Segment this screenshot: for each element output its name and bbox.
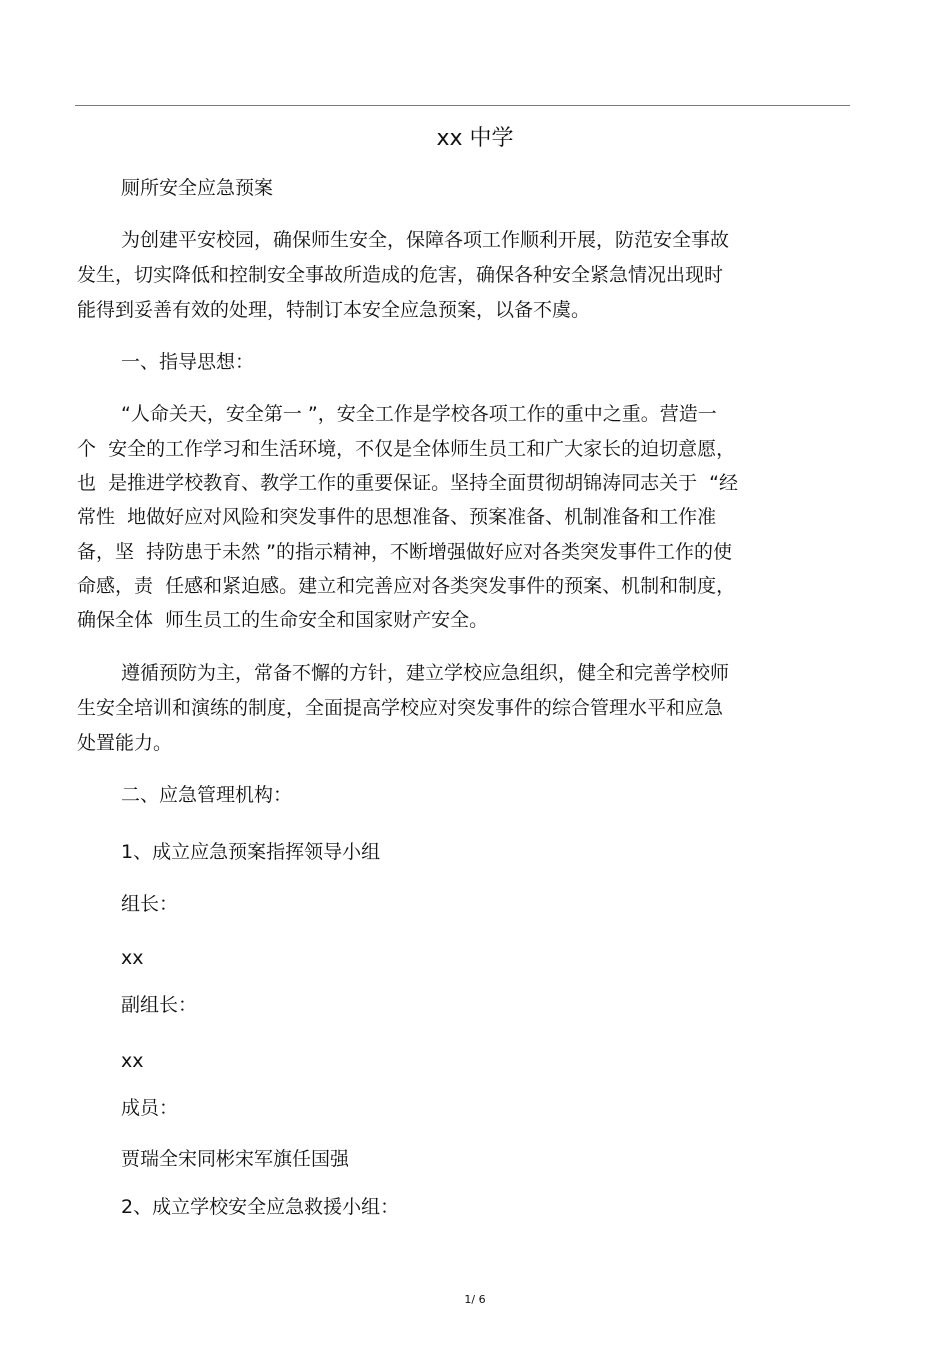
section1-para2-line: 处置能力。 <box>77 732 173 754</box>
section2-item1: 1、成立应急预案指挥领导小组 <box>121 841 381 863</box>
intro-line: 发生，切实降低和控制安全事故所造成的危害，确保各种安全紧急情况出现时 <box>77 264 724 286</box>
header-rule <box>75 105 850 106</box>
leader-label: 组长： <box>121 893 179 915</box>
page-number: 1/ 6 <box>464 1293 486 1306</box>
section1-para1-line: “人命关天，安全第一 ”，安全工作是学校各项工作的重中之重。营造一 <box>121 403 717 425</box>
members-list: 贾瑞全宋同彬宋军旗任国强 <box>121 1148 350 1170</box>
section1-para2-line: 遵循预防为主，常备不懈的方针，建立学校应急组织，健全和完善学校师 <box>121 662 730 684</box>
section1-para1-line: 常性 地做好应对风险和突发事件的思想准备、预案准备、机制准备和工作准 <box>77 506 717 528</box>
section1-para1-line: 备，坚 持防患于未然 ”的指示精神，不断增强做好应对各类突发事件工作的使 <box>77 541 732 563</box>
leader-name: xx <box>121 947 144 969</box>
section2-heading: 二、应急管理机构： <box>121 784 293 806</box>
section2-item2: 2、成立学校安全应急救援小组： <box>121 1196 400 1218</box>
members-label: 成员： <box>121 1097 179 1119</box>
section1-para1-line: 命感，责 任感和紧迫感。建立和完善应对各类突发事件的预案、机制和制度， <box>77 575 736 597</box>
deputy-name: xx <box>121 1050 144 1072</box>
section1-para1-line: 个 安全的工作学习和生活环境，不仅是全体师生员工和广大家长的迫切意愿， <box>77 438 736 460</box>
intro-line: 能得到妥善有效的处理，特制订本安全应急预案，以备不虞。 <box>77 299 591 321</box>
deputy-label: 副组长： <box>121 994 198 1016</box>
section1-para2-line: 生安全培训和演练的制度，全面提高学校应对突发事件的综合管理水平和应急 <box>77 697 724 719</box>
intro-line: 为创建平安校园，确保师生安全，保障各项工作顺利开展，防范安全事故 <box>121 229 730 251</box>
section1-para1-line: 确保全体 师生员工的生命安全和国家财产安全。 <box>77 609 489 631</box>
section1-para1-line: 也 是推进学校教育、教学工作的重要保证。坚持全面贯彻胡锦涛同志关于 “经 <box>77 472 739 494</box>
document-subtitle: 厕所安全应急预案 <box>121 177 274 199</box>
page-title: xx 中学 <box>436 126 514 151</box>
section1-heading: 一、指导思想： <box>121 351 255 373</box>
